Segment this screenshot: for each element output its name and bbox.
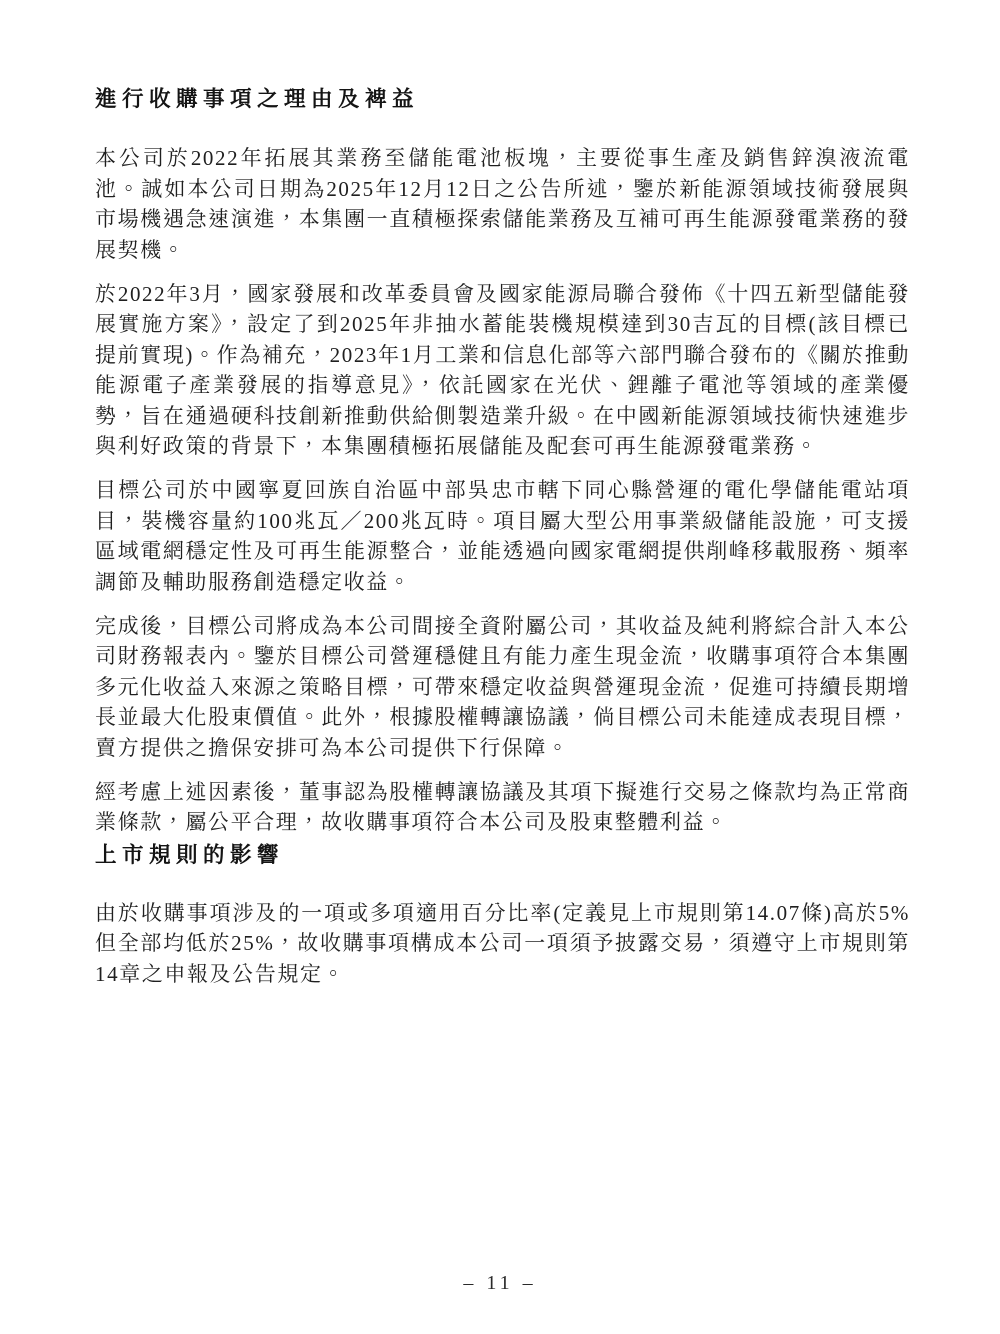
paragraph: 於2022年3月，國家發展和改革委員會及國家能源局聯合發佈《十四五新型儲能發展實施方案》，設定了到2025年非抽水蓄能裝機規模達到30吉瓦的目標(該目標已提前實現)。作為補充，2023年1月工業和信息化部等六部門聯合發布的《關於推動能源電子產業發展的指導意見》，依託國家在光伏、鋰離子電池等領域的產業優勢，旨在通過硬科技創新推動供給側製造業升級。在中國新能源領域技術快速進步與利好政策的背景下，本集團積極拓展儲能及配套可再生能源發電業務。 [95, 281, 910, 458]
page-footer [0, 1272, 1000, 1295]
paragraph: 本公司於2022年拓展其業務至儲能電池板塊，主要從事生產及銷售鋅溴液流電池。誠如本公司日期為2025年12月12日之公告所述，鑒於新能源領域技術發展與市場機遇急速演進，本集團一直積極探索儲能業務及互補可再生能源發電業務的發展契機。 [95, 146, 910, 262]
document-page [0, 86, 1000, 989]
section-listing-rules-impact [95, 842, 910, 990]
section-acquisition-reasons [95, 86, 910, 838]
paragraph: 完成後，目標公司將成為本公司間接全資附屬公司，其收益及純利將綜合計入本公司財務報表內。鑒於目標公司營運穩健且有能力產生現金流，收購事項符合本集團多元化收益入來源之策略目標，可帶來穩定收益與營運現金流，促進可持續長期增長並最大化股東價值。此外，根據股權轉讓協議，倘目標公司未能達成表現目標，賣方提供之擔保安排可為本公司提供下行保障。 [95, 613, 910, 760]
paragraph: 目標公司於中國寧夏回族自治區中部吳忠市轄下同心縣營運的電化學儲能電站項目，裝機容量約100兆瓦／200兆瓦時。項目屬大型公用事業級儲能設施，可支援區域電網穩定性及可再生能源整合，並能透過向國家電網提供削峰移載服務、頻率調節及輔助服務創造穩定收益。 [95, 478, 910, 594]
paragraph: 由於收購事項涉及的一項或多項適用百分比率(定義見上市規則第14.07條)高於5%但全部均低於25%，故收購事項構成本公司一項須予披露交易，須遵守上市規則第14章之申報及公告規定。 [95, 900, 910, 986]
page-number: – 11 – [463, 1272, 537, 1294]
section-heading: 上市規則的影響 [95, 842, 285, 867]
paragraph: 經考慮上述因素後，董事認為股權轉讓協議及其項下擬進行交易之條款均為正常商業條款，屬公平合理，故收購事項符合本公司及股東整體利益。 [95, 779, 910, 834]
section-heading: 進行收購事項之理由及裨益 [95, 87, 420, 111]
